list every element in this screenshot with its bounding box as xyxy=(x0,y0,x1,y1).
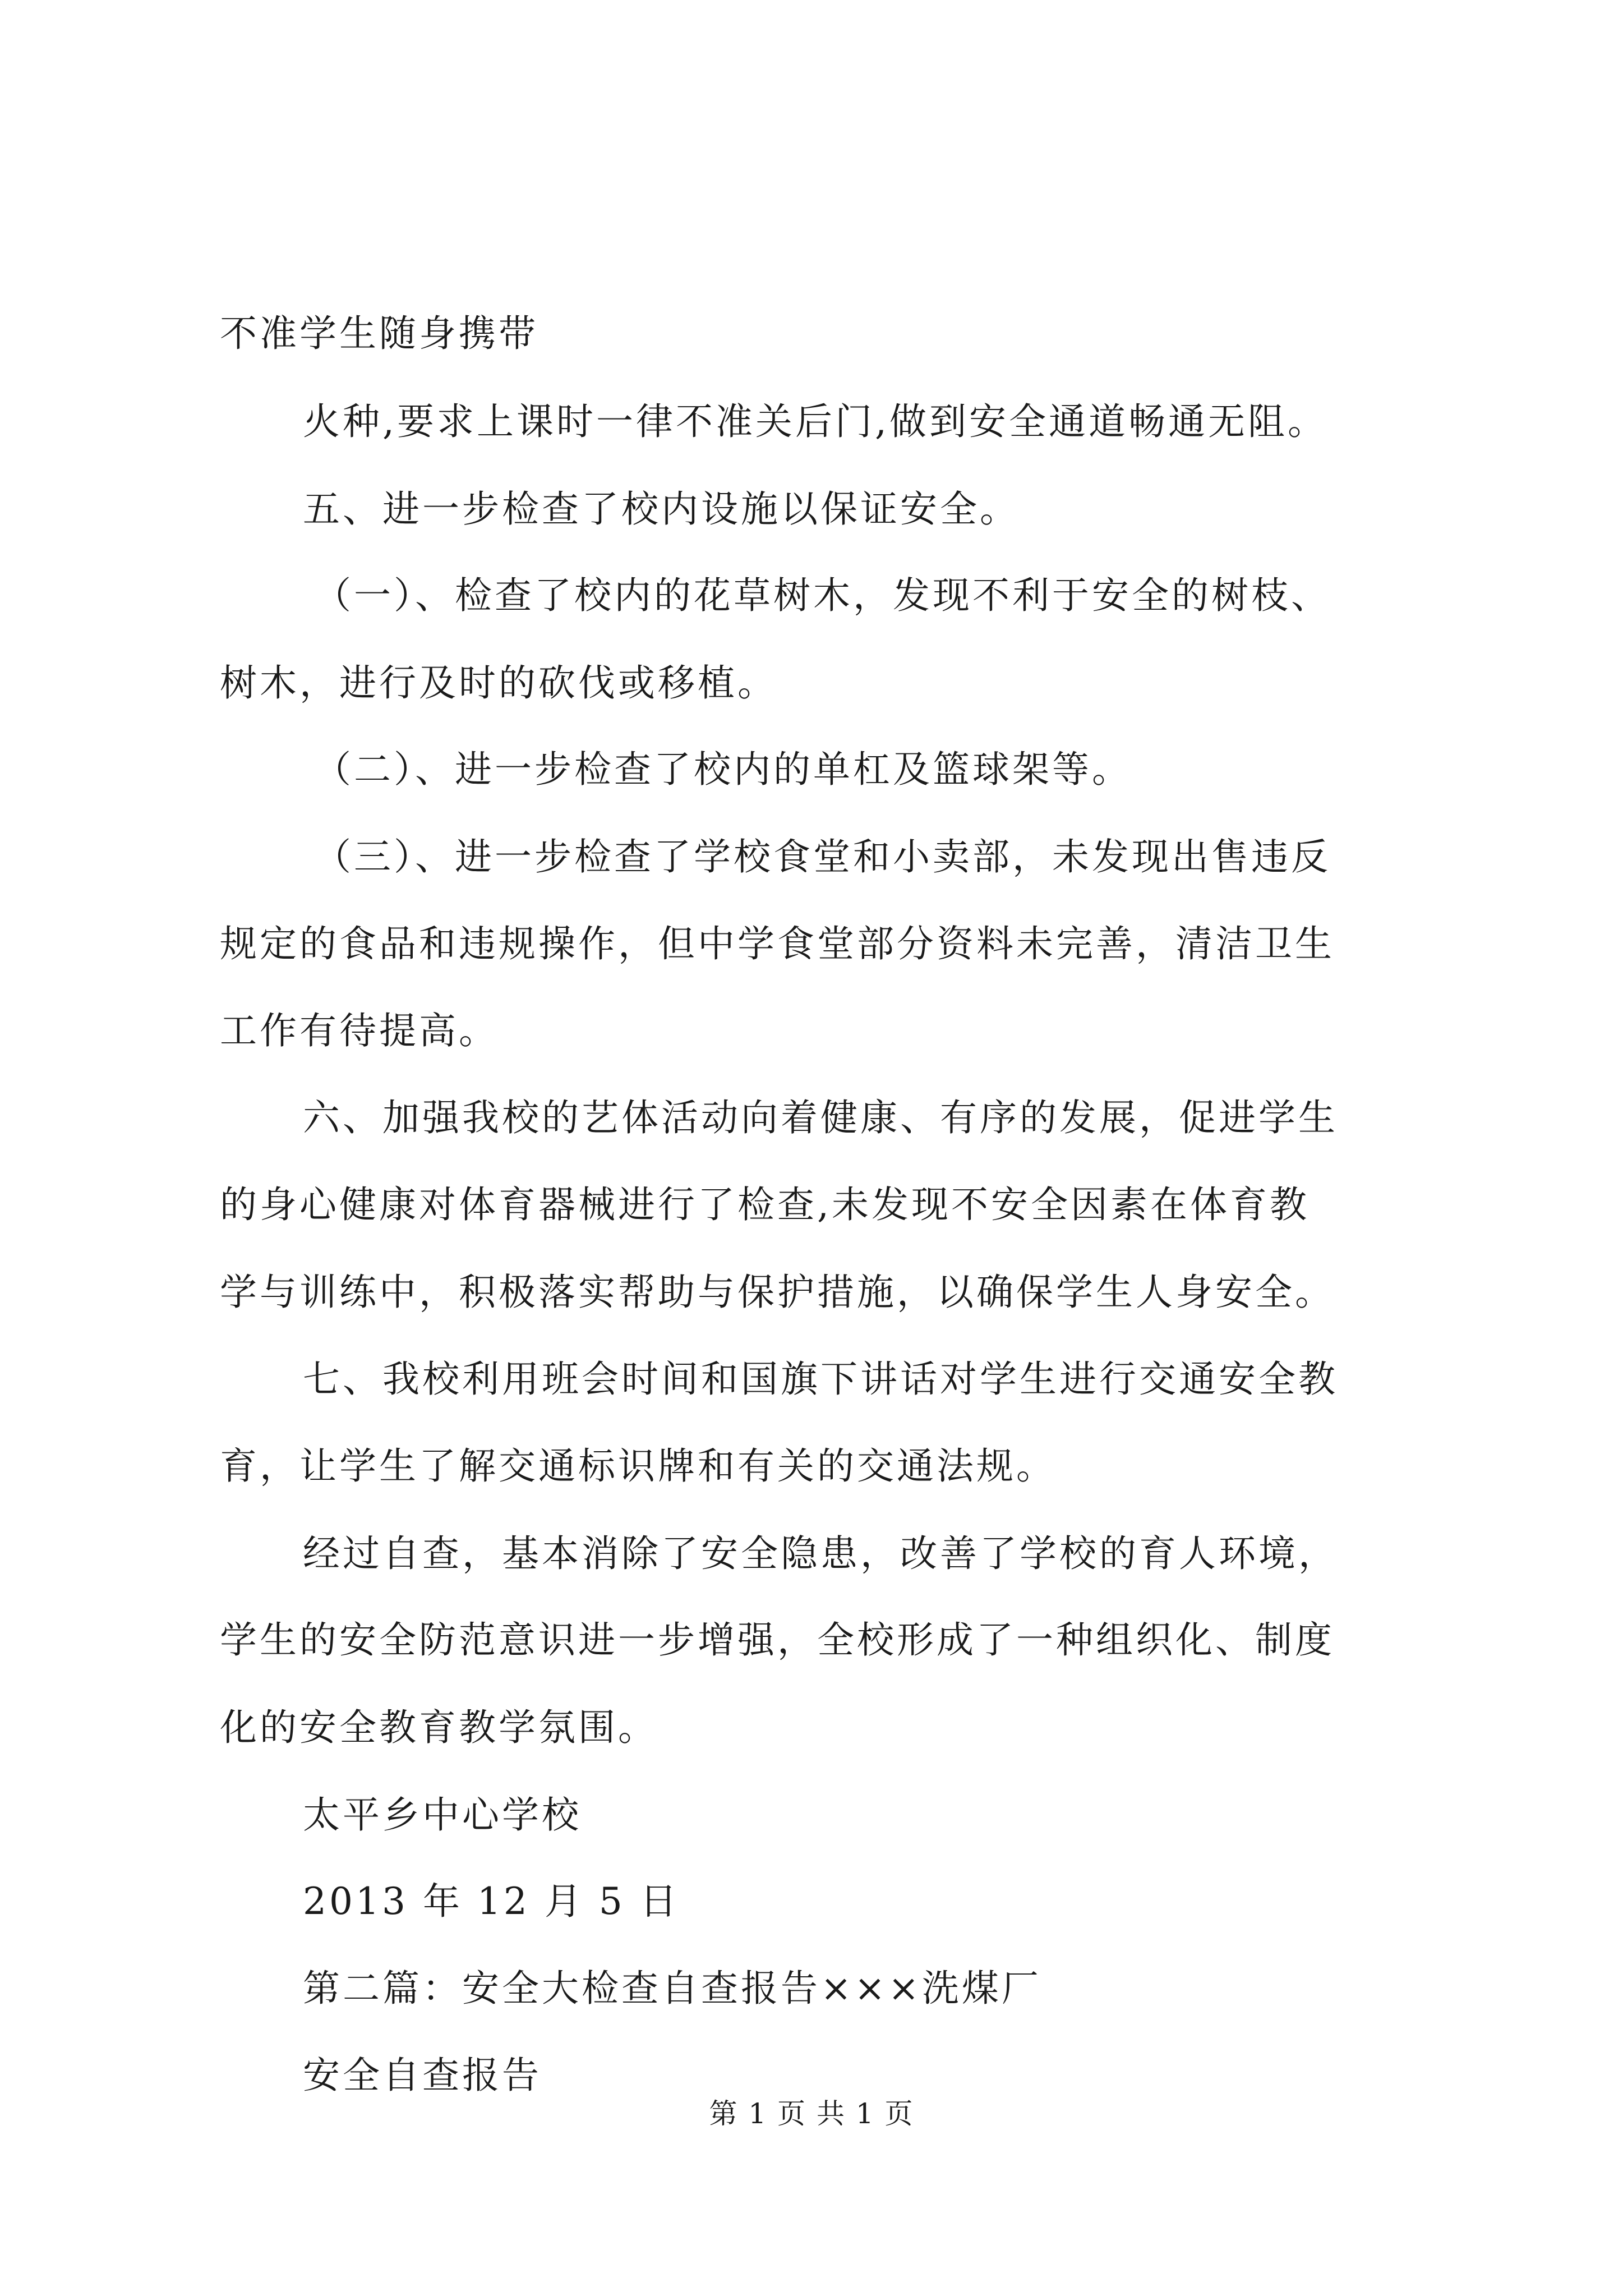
text-line: 树木，进行及时的砍伐或移植。 xyxy=(220,661,777,705)
text-line: 化的安全教育教学氛围。 xyxy=(220,1706,658,1749)
text-line: （三）、进一步检查了学校食堂和小卖部，未发现出售违反 xyxy=(314,835,1331,878)
chapter-title: 第二篇：安全大检查自查报告×××洗煤厂 xyxy=(303,1967,1041,2010)
section-heading: 七、我校利用班会时间和国旗下讲话对学生进行交通安全教 xyxy=(303,1358,1338,1401)
text-line: 规定的食品和违规操作，但中学食堂部分资料未完善，清洁卫生 xyxy=(220,922,1335,965)
signature-date: 2013 年 12 月 5 日 xyxy=(303,1880,680,1923)
text-line: 的身心健康对体育器械进行了检查,未发现不安全因素在体育教 xyxy=(220,1183,1310,1226)
report-title: 安全自查报告 xyxy=(303,2054,542,2097)
text-line: 学生的安全防范意识进一步增强，全校形成了一种组织化、制度 xyxy=(220,1618,1335,1662)
text-line: 工作有待提高。 xyxy=(220,1009,499,1052)
text-line: 火种,要求上课时一律不准关后门,做到安全通道畅通无阻。 xyxy=(303,400,1327,443)
text-line: 学与训练中，积极落实帮助与保护措施，以确保学生人身安全。 xyxy=(220,1271,1335,1314)
text-line: 经过自查，基本消除了安全隐患，改善了学校的育人环境， xyxy=(303,1532,1338,1575)
text-line: 育，让学生了解交通标识牌和有关的交通法规。 xyxy=(220,1444,1056,1488)
text-line: （二）、进一步检查了校内的单杠及篮球架等。 xyxy=(314,748,1132,791)
section-heading: 六、加强我校的艺体活动向着健康、有序的发展，促进学生 xyxy=(303,1096,1338,1139)
signature-school: 太平乡中心学校 xyxy=(303,1793,582,1837)
page-footer: 第 1 页 共 1 页 xyxy=(709,2097,914,2130)
text-line: 不准学生随身携带 xyxy=(220,312,538,355)
text-line: （一）、检查了校内的花草树木，发现不利于安全的树枝、 xyxy=(314,574,1331,617)
section-heading: 五、进一步检查了校内设施以保证安全。 xyxy=(303,487,1020,531)
